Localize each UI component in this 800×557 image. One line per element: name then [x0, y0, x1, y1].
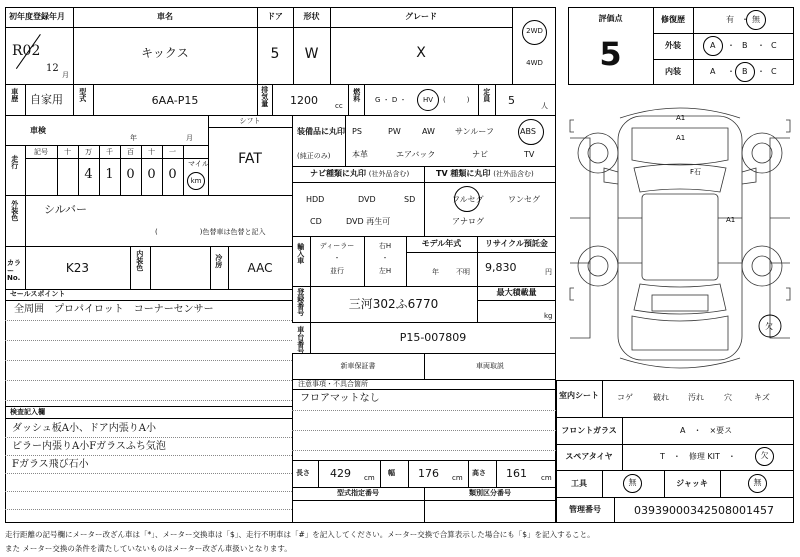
width-label: 幅: [388, 469, 395, 477]
color-no-label: カラーNo.: [7, 259, 21, 283]
spare-options: T ・ 修理 KIT ・: [660, 452, 736, 461]
digit-place-label: 十: [148, 148, 155, 156]
tools-label: 工具: [571, 479, 587, 488]
seat-option: キズ: [754, 393, 770, 402]
abs-circle: [518, 119, 544, 145]
length-label: 長さ: [296, 469, 310, 477]
inspector-line-1: ダッシュ板A小、ドア内張りA小: [12, 423, 156, 434]
equip-subtitle: (純正のみ): [297, 152, 331, 160]
mark-missing: 欠: [765, 322, 773, 331]
height: 161: [506, 467, 527, 480]
repair-none-circle: [746, 10, 766, 30]
drive-4wd: 4WD: [526, 59, 543, 67]
interior-grade-label: 内装: [665, 67, 681, 76]
inspector-label: 検査記入欄: [10, 408, 45, 416]
car-name: キックス: [141, 46, 189, 60]
digit-divider: [183, 145, 184, 195]
first-reg-month-unit: 月: [62, 71, 69, 79]
height-cm: cm: [541, 474, 552, 482]
first-reg-era: R02: [12, 43, 41, 59]
equip-item: エアバック: [396, 150, 436, 159]
exterior-grade-option: B: [742, 41, 748, 50]
car-name-label: 車名: [157, 12, 173, 21]
mark-f-stone: F石: [690, 168, 702, 176]
exterior-a-circle: [703, 36, 723, 56]
exterior-grade-label: 外装: [665, 41, 681, 50]
displacement: 1200: [290, 94, 318, 107]
tv-item: ワンセグ: [508, 195, 540, 204]
inspector-line-2: ピラー内張りA小Fガラスふち気泡: [12, 441, 166, 452]
shaken-year-unit: 年: [130, 134, 137, 142]
model-label: 型式: [78, 88, 87, 102]
capacity-unit: 人: [541, 102, 548, 110]
footer-line-1: 走行距離の記号欄にメーター改ざん車は「*」、メーター交換車は「$」、走行不明車は「#」を記入してください。メーター交換で合算表示した場合にも「$」を記入すること。: [5, 530, 595, 539]
shift: FAT: [238, 151, 262, 167]
tv-sub: (社外品含む): [493, 170, 534, 178]
seat-option: 破れ: [653, 393, 669, 402]
mileage-digit: 4: [84, 167, 93, 182]
ac: AAC: [247, 261, 273, 275]
yen: 円: [545, 268, 552, 276]
tv-item: アナログ: [452, 217, 484, 226]
navi-label-text: ナビ種類に丸印: [310, 169, 366, 178]
dealer-dot: ・: [333, 254, 341, 262]
exterior-grade-option: C: [771, 41, 777, 50]
exterior-grade-option: ・: [727, 41, 735, 50]
seat-option: コゲ: [617, 393, 633, 402]
sales-label: セールスポイント: [10, 290, 66, 298]
exterior-grade-option: A: [710, 41, 716, 50]
repair-label: 修復歴: [661, 15, 685, 24]
length-cm: cm: [364, 474, 375, 482]
interior-color-label: 内装色: [135, 250, 144, 271]
windshield-options: A ・ ×要ス: [680, 426, 733, 435]
fullseg-circle: [454, 186, 480, 212]
interior-grade-option: A: [710, 67, 716, 76]
chassis-label: 車台番号: [296, 326, 305, 354]
exterior-note: ( )色替車は色替と記入: [155, 228, 266, 236]
interior-grade-option: ・: [727, 67, 735, 76]
reg-label: 登録番号: [296, 288, 305, 316]
mark-a1-side: A1: [726, 216, 736, 224]
jack-value: 無: [753, 478, 762, 487]
spare-label: スペアタイヤ: [565, 452, 613, 461]
recycle-label: リサイクル預託金: [485, 239, 548, 248]
class-label: 類別区分番号: [469, 489, 511, 497]
inspector-line-3: Fガラス飛び石小: [12, 459, 89, 470]
model-year-unit: 年: [432, 268, 439, 276]
repair-option: 有: [726, 15, 734, 24]
cc-unit: cc: [335, 102, 343, 110]
door-label: ドア: [267, 12, 283, 21]
digit-place-label: 十: [64, 148, 71, 156]
equip-item: TV: [524, 150, 535, 159]
usage: 自家用: [30, 93, 63, 106]
rh: 右H: [378, 242, 392, 250]
dealer: ディーラー: [319, 242, 355, 250]
mileage-digit: 0: [168, 167, 177, 182]
digit-place-label: 万: [85, 148, 92, 156]
sales-text: 全周囲 プロパイロット コーナーセンサー: [14, 304, 214, 315]
import-label: 輸入車: [296, 243, 305, 264]
mileage-digit: 0: [126, 167, 135, 182]
equip-item: PS: [352, 127, 362, 136]
km-label: km: [190, 177, 202, 185]
equip-item: 本革: [352, 150, 368, 159]
mileage-digit: 1: [105, 167, 114, 182]
plate: 三河302ふ6770: [348, 297, 439, 311]
model-year-unknown: 不明: [456, 268, 470, 276]
repair-option: ・: [741, 15, 749, 24]
chassis: P15-007809: [399, 331, 467, 344]
digit-place-label: 百: [127, 148, 134, 156]
equip-item: PW: [388, 127, 401, 136]
capacity-label: 定員: [482, 88, 491, 102]
kg: kg: [544, 312, 553, 320]
equip-item: サンルーフ: [455, 127, 494, 136]
first-reg-month: 12: [46, 63, 59, 74]
ac-label: 冷房: [214, 254, 223, 268]
height-label: 高さ: [472, 469, 486, 477]
navi-sub: (社外品含む): [368, 170, 410, 178]
shape: W: [304, 46, 319, 62]
parallel: 並行: [330, 267, 344, 275]
drive-2wd: 2WD: [526, 27, 543, 35]
mark-a1-front: A1: [676, 114, 686, 122]
navi-label: [310, 170, 409, 179]
shift-label: シフト: [239, 117, 261, 125]
width-cm: cm: [452, 474, 463, 482]
mgmt-number: 0393900034250800​1457: [634, 504, 774, 517]
doors: 5: [270, 46, 280, 62]
spare-selected: 欠: [760, 451, 769, 460]
digit-place-label: 千: [106, 148, 113, 156]
lh: 左H: [378, 267, 392, 275]
score-label: 評価点: [598, 14, 623, 23]
mileage-sub: 記号: [34, 148, 48, 156]
jack-label: ジャッキ: [676, 479, 708, 488]
navi-item: SD: [404, 195, 416, 204]
mileage-digit: 0: [147, 167, 156, 182]
interior-grade-option: B: [742, 67, 748, 76]
mile-label: マイル: [188, 160, 209, 168]
equip-item: AW: [422, 127, 435, 136]
notes-label: 注意事項・不具合箇所: [298, 380, 368, 388]
shaken-month-unit: 月: [186, 134, 193, 142]
seat-option: 穴: [724, 393, 732, 402]
windshield-label: フロントガラス: [561, 426, 617, 435]
seat-label: 室内シート: [559, 391, 599, 400]
rh-dot: ・: [381, 254, 389, 262]
tv-label: [436, 170, 534, 179]
mark-a1-mid: A1: [676, 134, 686, 142]
equip-title: 装備品に丸印: [297, 127, 345, 136]
mileage-label: 走行: [10, 155, 19, 169]
shaken-label: 車検: [30, 126, 46, 135]
max-load-label: 最大積載量: [496, 288, 537, 297]
fuel-paren: ( ): [443, 96, 470, 104]
navi-item: HDD: [306, 195, 325, 204]
interior-b-circle: [735, 62, 755, 82]
navi-item: CD: [310, 217, 322, 226]
grade: X: [416, 45, 426, 61]
fuel-selected: HV: [422, 96, 434, 104]
equip-item: ABS: [520, 127, 536, 136]
exterior-color: シルバー: [44, 203, 87, 216]
interior-grade-option: ・: [757, 67, 765, 76]
navi-item: DVD: [358, 195, 376, 204]
shape-label: 形状: [303, 12, 320, 21]
notes: フロアマットなし: [300, 393, 380, 404]
digit-place-label: 一: [169, 148, 176, 156]
exterior-grade-option: ・: [757, 41, 765, 50]
equip-item: ナビ: [472, 150, 488, 159]
exterior-label: 外装色: [10, 200, 19, 221]
tv-label-text: TV 種類に丸印: [436, 169, 491, 178]
fuel-options: G ・ D ・: [375, 96, 407, 104]
score: 5: [599, 35, 622, 73]
capacity: 5: [508, 94, 515, 107]
color-no: K23: [65, 261, 90, 275]
seat-option: 汚れ: [688, 393, 704, 402]
repair-option: 無: [752, 15, 760, 24]
displacement-label: 排気量: [260, 86, 269, 107]
grade-label: グレード: [405, 12, 437, 21]
model: 6AA-P15: [151, 94, 199, 107]
model-year-label: モデル年式: [421, 239, 462, 248]
length: 429: [330, 467, 351, 480]
tv-item: フルセグ: [452, 195, 484, 204]
width: 176: [418, 467, 439, 480]
fuel-label: 燃料: [352, 88, 361, 102]
navi-item: DVD 再生可: [346, 217, 391, 226]
recycle: 9,830: [485, 261, 517, 274]
type-label: 型式指定番号: [337, 489, 379, 497]
mgmt-label: 管理番号: [569, 505, 601, 514]
new-car-warranty: 新車保証書: [340, 362, 376, 370]
first-reg-label: 初年度登録年月: [9, 12, 65, 21]
tools-value: 無: [628, 478, 637, 487]
interior-grade-option: C: [771, 67, 777, 76]
manual: 車両取説: [476, 362, 504, 370]
usage-label: 車歴: [10, 88, 19, 102]
car-damage-diagram: [560, 88, 800, 380]
footer-line-2: また メーター交換の条件を満たしていないものはメーター改ざん車扱いとなります。: [5, 544, 292, 553]
